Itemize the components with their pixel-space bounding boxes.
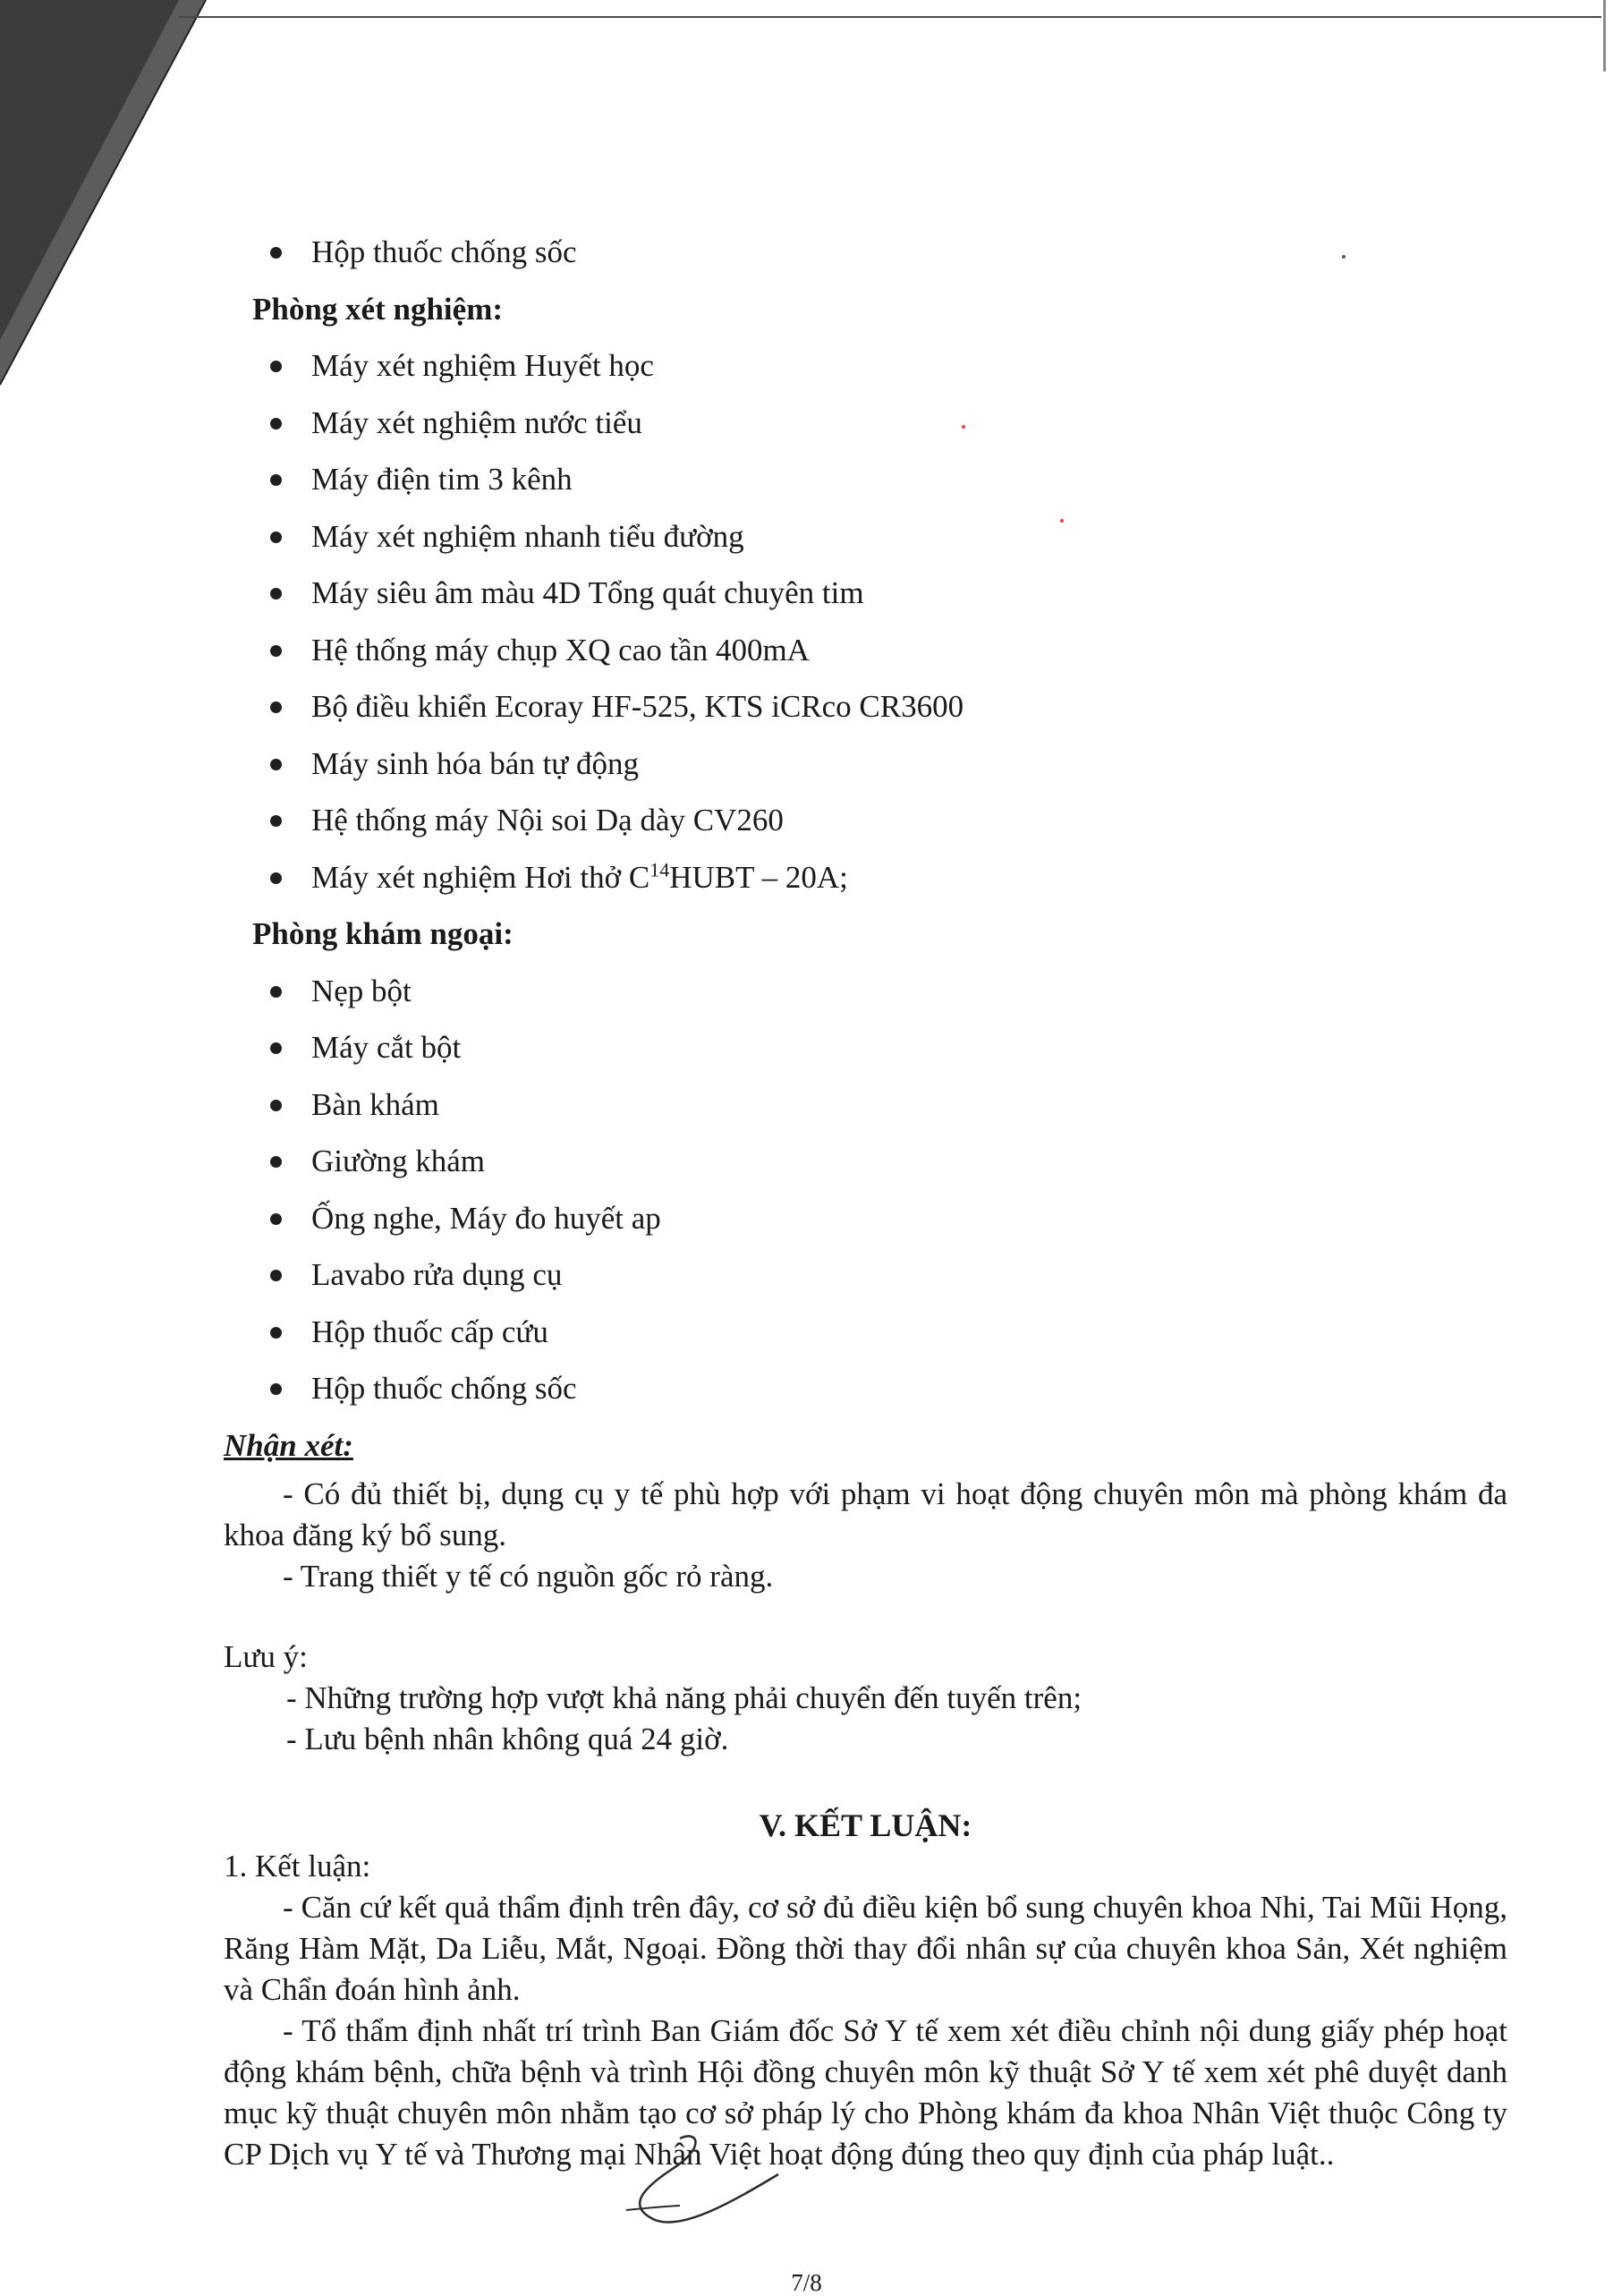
bullet-icon (270, 702, 282, 713)
lab-heading: Phòng xét nghiệm: (252, 291, 503, 327)
list-item: Máy xét nghiệm nước tiểu (224, 395, 1507, 452)
first-equipment-list (224, 224, 1507, 281)
list-item: Bộ điều khiển Ecoray HF-525, KTS iCRco CR3600 (224, 678, 1507, 736)
bullet-icon (270, 1156, 282, 1168)
list-item: Máy xét nghiệm Hơi thở $C^{14}HUBT - 20A$; (224, 849, 1507, 906)
note-line-2: - Lưu bệnh nhân không quá 24 giờ. (286, 1722, 729, 1756)
conclusion-paragraph-1: - Căn cứ kết quả thẩm định trên đây, cơ sở đủ điều kiện bổ sung chuyên khoa Nhi, Tai Mũi Họng, Răng Hàm Mặt, Da Liễu, Mắt, Ngoại. Đồng thời thay đổi nhân sự của chuyên khoa Sản, Xét nghiệm và Chẩn đoán hình ảnh. (224, 1890, 1507, 2007)
surgery-heading: Phòng khám ngoại: (252, 916, 514, 951)
scan-right-edge (1603, 0, 1606, 72)
conclusion-subheading: 1. Kết luận: (224, 1849, 371, 1884)
scan-speck (1342, 255, 1346, 259)
bullet-icon (270, 588, 282, 600)
bullet-icon (270, 418, 282, 429)
bullet-icon (270, 247, 282, 259)
conclusion-paragraph-2: - Tổ thẩm định nhất trí trình Ban Giám đốc Sở Y tế xem xét điều chỉnh nội dung giấy phép hoạt động khám bệnh, chữa bệnh và trình Hội đồng chuyên môn kỹ thuật Sở Y tế xem xét phê duyệt danh mục kỹ thuật chuyên môn nhằm tạo cơ sở pháp lý cho Phòng khám đa khoa Nhân Việt thuộc Công ty CP Dịch vụ Y tế và Thương mại Nhân Việt hoạt động đúng theo quy định của pháp luật.. (224, 2013, 1507, 2172)
list-item: Giường khám (224, 1133, 1507, 1190)
page-number: 7/8 (791, 2269, 822, 2296)
list-item: Bàn khám (224, 1076, 1507, 1134)
bullet-icon (270, 872, 282, 884)
list-item: Hộp thuốc chống sốc (224, 1360, 1507, 1417)
list-item: Máy điện tim 3 kênh (224, 451, 1507, 508)
list-item: Máy sinh hóa bán tự động (224, 736, 1507, 793)
list-item: Máy xét nghiệm nhanh tiểu đường (224, 508, 1507, 565)
list-item: Hộp thuốc chống sốc (224, 224, 1507, 281)
list-item: Ống nghe, Máy đo huyết ap (224, 1190, 1507, 1247)
bullet-icon (270, 361, 282, 372)
remarks-line-2: - Trang thiết y tế có nguồn gốc rỏ ràng. (283, 1559, 774, 1594)
surgery-equipment-list (224, 963, 1507, 1417)
scan-folded-corner (0, 0, 233, 429)
scan-top-edge (179, 16, 1601, 18)
list-item: Hệ thống máy chụp XQ cao tần 400mA (224, 622, 1507, 679)
bullet-icon (270, 474, 282, 486)
note-line-1: - Những trường hợp vượt khả năng phải chuyển đến tuyến trên; (286, 1680, 1082, 1715)
list-item: Lavabo rửa dụng cụ (224, 1246, 1507, 1304)
bullet-icon (270, 1100, 282, 1111)
conclusion-title: V. KẾT LUẬN: (759, 1807, 972, 1843)
document-body (224, 224, 1507, 2175)
bullet-icon (270, 531, 282, 543)
bullet-icon (270, 1327, 282, 1339)
lab-equipment-list (224, 337, 1507, 906)
bullet-icon (270, 759, 282, 770)
scan-speck (1060, 519, 1064, 523)
scan-speck (962, 425, 965, 429)
bullet-icon (270, 986, 282, 998)
initials-signature (573, 2121, 787, 2237)
bullet-icon (270, 1042, 282, 1054)
bullet-icon (270, 1270, 282, 1281)
remarks-label: Nhận xét: (224, 1427, 353, 1463)
note-label: Lưu ý: (224, 1639, 308, 1674)
bullet-icon (270, 815, 282, 827)
list-item: Hệ thống máy Nội soi Dạ dày CV260 (224, 792, 1507, 849)
list-item: Hộp thuốc cấp cứu (224, 1304, 1507, 1361)
list-item: Máy siêu âm màu 4D Tổng quát chuyên tim (224, 565, 1507, 622)
list-item: Máy cắt bột (224, 1019, 1507, 1076)
bullet-icon (270, 1213, 282, 1225)
bullet-icon (270, 645, 282, 657)
list-item: Nẹp bột (224, 963, 1507, 1020)
bullet-icon (270, 1383, 282, 1395)
remarks-line-1: - Có đủ thiết bị, dụng cụ y tế phù hợp với phạm vi hoạt động chuyên môn mà phòng khám đa khoa đăng ký bổ sung. (224, 1476, 1507, 1552)
list-item: Máy xét nghiệm Huyết học (224, 337, 1507, 395)
